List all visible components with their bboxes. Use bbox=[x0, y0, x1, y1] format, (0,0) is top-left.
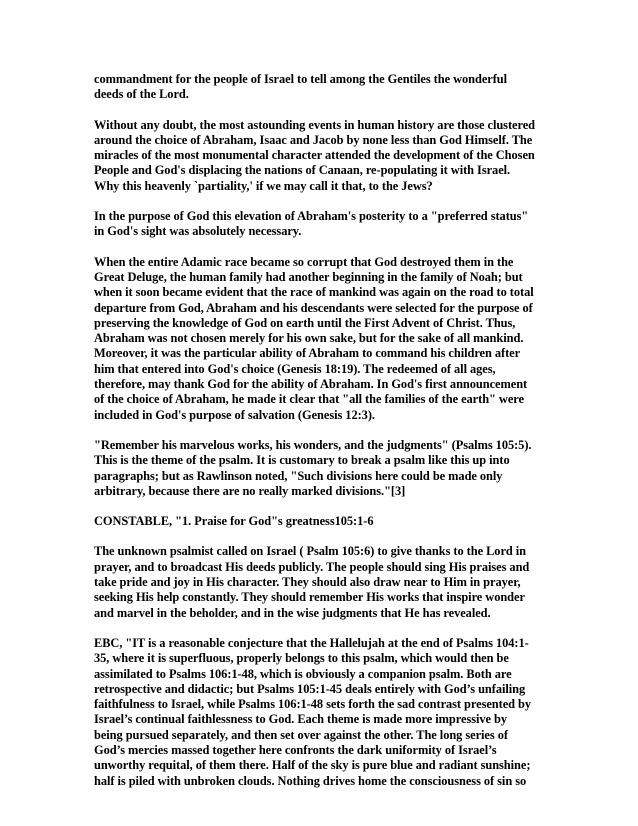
paragraph-commandment-continuation: commandment for the people of Israel to tell among the Gentiles the wonderful deeds of the Lord. bbox=[94, 72, 508, 102]
paragraph-constable-heading: CONSTABLE, "1. Praise for God"s greatness105:1-6 bbox=[94, 514, 374, 529]
paragraph-preferred-status: In the purpose of God this elevation of Abraham's posterity to a "preferred status" in God's sight was absolutely necessary. bbox=[94, 209, 529, 239]
paragraph-adamic-race: When the entire Adamic race became so corrupt that God destroyed them in the Great Deluge, the human family had another beginning in the family of Noah; but when it soon became evident that the race of mankind was again on the road to total departure from God, Abraham and his descendants were selected for the purpose of preserving the knowledge of God on earth until the First Advent of Christ. Thus, Abraham was not chosen merely for his own sake, but for the sake of all mankind. Moreover, it was the particular ability of Abraham to command his children after him that entered into God's choice (Genesis 18:19). The redeemed of all ages, therefore, may thank God for the ability of Abraham. In God's first announcement of the choice of Abraham, he made it clear that "all the families of the earth" were included in God's purpose of salvation (Genesis 12:3). bbox=[94, 254, 534, 422]
paragraph-ebc-commentary: EBC, "IT is a reasonable conjecture that the Hallelujah at the end of Psalms 104:1- 35, where it is superfluous, properly belongs to this psalm, which would then be assimilated to Psalms 106:1-48, which is obviously a companion psalm. Both are retrospective and didactic; but Psalms 105:1-45 deals entirely with God’s unfailing faithfulness to Israel, while Psalms 106:1-48 sets forth the sad contrast presented by Israel’s continual faithlessness to God. Each theme is made more impressive by being pursued separately, and then set over against the other. The long series of God’s mercies massed together here confronts the dark uniformity of Israel’s unworthy requital, of them there. Half of the sky is pure blue and radiant sunshine; half is piled with unbroken clouds. Nothing drives home the consciousness of sin so bbox=[94, 635, 532, 788]
document-body bbox=[94, 72, 554, 804]
paragraph-astounding-events: Without any doubt, the most astounding events in human history are those clustered around the choice of Abraham, Isaac and Jacob by none less than God Himself. The miracles of the most monumental character attended the development of the Chosen People and God's displacing the nations of Canaan, re-populating it with Israel. Why this heavenly `partiality,' if we may call it that, to the Jews? bbox=[94, 117, 535, 193]
paragraph-remember-works: "Remember his marvelous works, his wonders, and the judgments" (Psalms 105:5). This is the theme of the psalm. It is customary to break a psalm like this up into paragraphs; but as Rawlinson noted, "Such divisions here could be made only arbitrary, because there are no really marked divisions."[3] bbox=[94, 437, 532, 498]
paragraph-unknown-psalmist: The unknown psalmist called on Israel ( Psalm 105:6) to give thanks to the Lord in prayer, and to broadcast His deeds publicly. The people should sing His praises and take pride and joy in His character. They should also draw near to Him in prayer, seeking His help constantly. They should remember His works that inspire wonder and marvel in the beholder, and in the wise judgments that He has revealed. bbox=[94, 544, 530, 620]
